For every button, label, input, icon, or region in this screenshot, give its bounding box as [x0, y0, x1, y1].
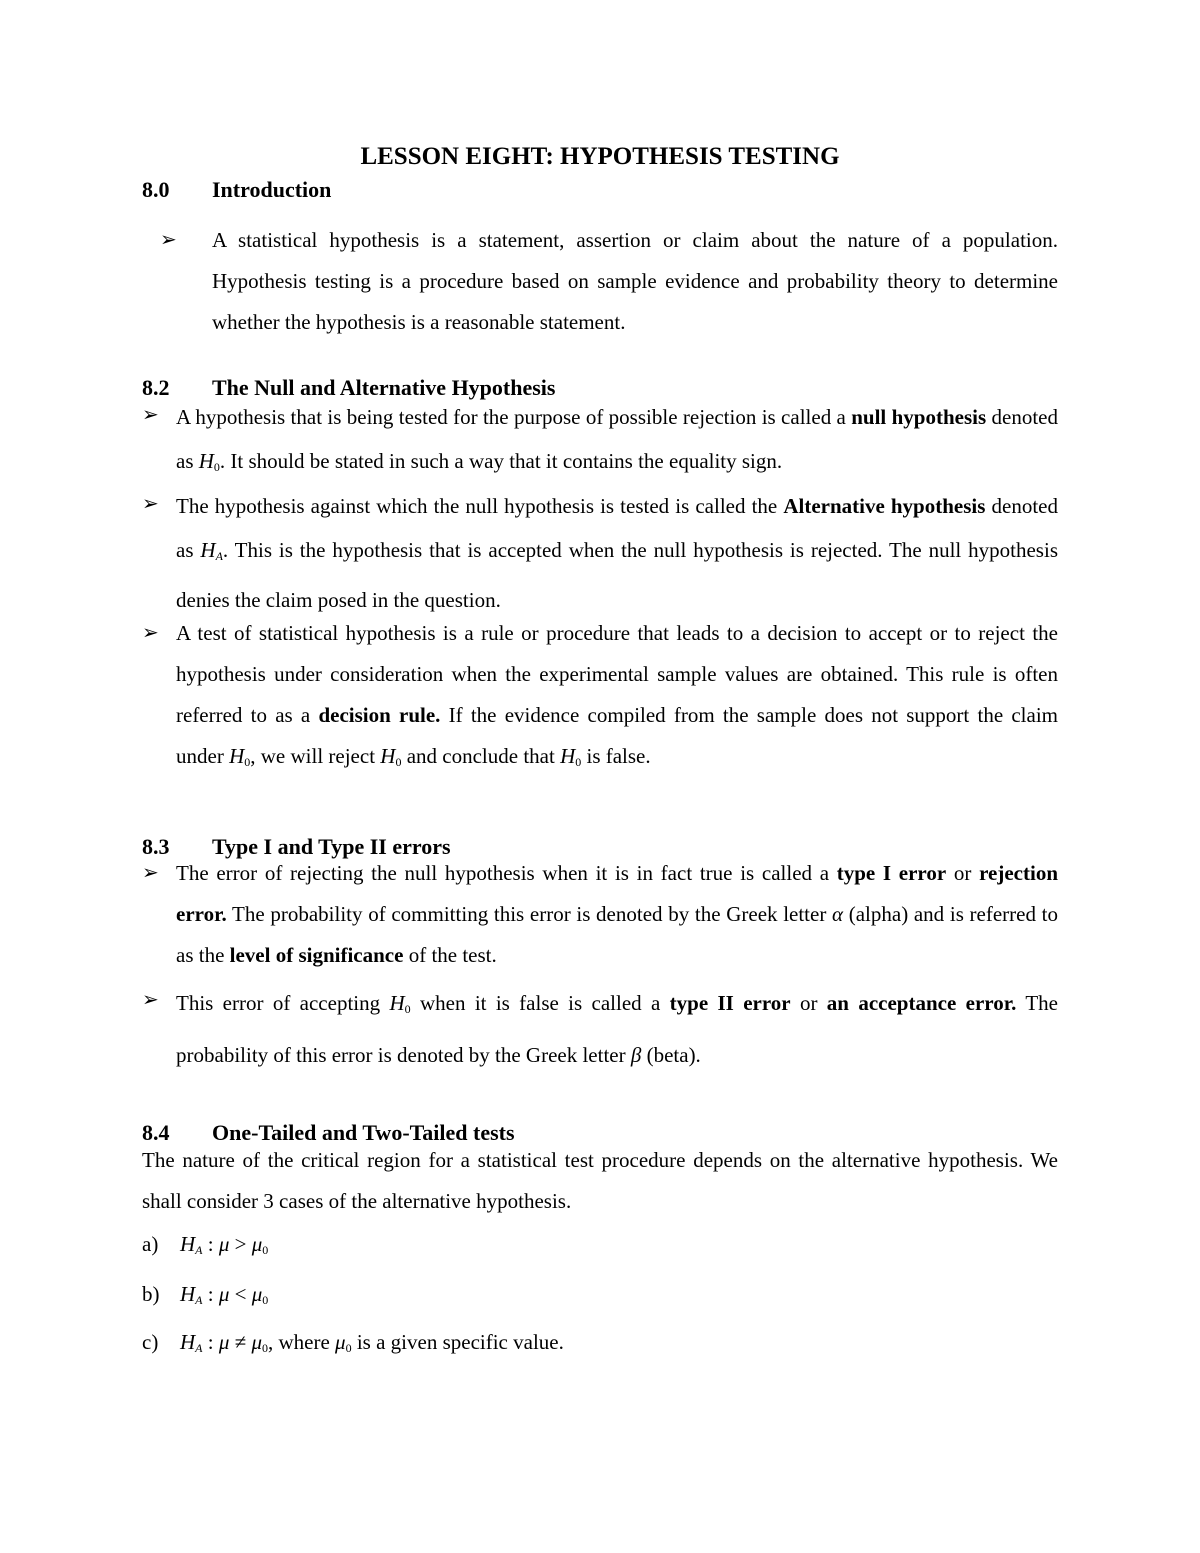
- text-span: is a given specific value.: [351, 1330, 564, 1354]
- null-hypothesis-bullet: [176, 395, 1058, 489]
- h0-symbol: $H_0$: [380, 744, 402, 769]
- type-two-error-bullet: [176, 980, 1058, 1078]
- arrow-bullet-icon: ➢: [142, 989, 159, 1011]
- acceptance-error-term: an acceptance error.: [826, 991, 1017, 1015]
- text-span: of the test.: [403, 943, 497, 967]
- text-span: denoted as: [176, 494, 1058, 562]
- section-number: 8.2: [142, 375, 170, 400]
- h0-symbol: $H_0$: [198, 449, 220, 474]
- type-two-error-term: type II error: [669, 991, 791, 1015]
- text-span: The probability of committing this error is denoted by the Greek letter: [226, 902, 833, 926]
- text-span: or: [790, 991, 827, 1015]
- h0-symbol: $H_0$: [229, 744, 251, 769]
- colon: :: [202, 1282, 219, 1306]
- h0-symbol: $H_0$: [389, 991, 411, 1016]
- text-span: when it is false is called a: [410, 991, 670, 1015]
- case-label: b): [142, 1282, 160, 1306]
- mu-symbol: μ: [218, 1232, 230, 1256]
- alpha-symbol: α: [832, 902, 844, 926]
- section-title: The Null and Alternative Hypothesis: [212, 375, 556, 400]
- ha-symbol: $H_A$: [180, 1282, 203, 1307]
- text-span: A hypothesis that is being tested for the purpose of possible rejection is called a: [176, 405, 852, 429]
- text-span: The error of rejecting the null hypothesis when it is in fact true is called a: [176, 861, 837, 885]
- arrow-bullet-icon: ➢: [142, 622, 159, 644]
- text-span: This error of accepting: [176, 991, 390, 1015]
- case-b: [142, 1279, 268, 1315]
- mu0-symbol: $\mu_0$: [251, 1232, 269, 1257]
- arrow-bullet-icon: ➢: [160, 229, 177, 251]
- colon: :: [202, 1330, 219, 1354]
- text-span: A test of statistical hypothesis is a rule or procedure that leads to a decision to accept or to reject the hypothesis under consideration when the experimental sample values are obtained. This rule is often referred to as a: [176, 621, 1058, 727]
- text-span: is false.: [581, 744, 651, 768]
- section-title: One-Tailed and Two-Tailed tests: [212, 1120, 515, 1145]
- beta-symbol: β: [630, 1043, 642, 1067]
- ha-symbol: $H_A$: [200, 538, 223, 563]
- page-title: LESSON EIGHT: HYPOTHESIS TESTING: [360, 143, 840, 170]
- text-span: , we will reject: [250, 744, 381, 768]
- mu0-symbol: $\mu_0$: [251, 1282, 269, 1307]
- section-number: 8.4: [142, 1120, 170, 1145]
- null-hypothesis-term: null hypothesis: [851, 405, 987, 429]
- operator: ≠: [234, 1330, 247, 1354]
- rejection-error-term: rejection error.: [176, 861, 1058, 926]
- alternative-hypothesis-term: Alternative hypothesis: [783, 494, 986, 518]
- operator: <: [234, 1282, 247, 1306]
- alternative-hypothesis-bullet: [176, 484, 1058, 622]
- h0-symbol: $H_0$: [560, 744, 582, 769]
- type-one-error-term: type I error: [836, 861, 947, 885]
- case-label: a): [142, 1232, 159, 1256]
- arrow-bullet-icon: ➢: [142, 404, 159, 426]
- type-one-error-bullet: [176, 853, 1058, 976]
- decision-rule-term: decision rule.: [318, 703, 441, 727]
- significance-term: level of significance: [229, 943, 404, 967]
- mu0-symbol: $\mu_0$: [335, 1330, 352, 1355]
- decision-rule-bullet: [176, 613, 1058, 783]
- text-span: (alpha) and is referred to as the: [176, 902, 1058, 967]
- text-span: and conclude that: [401, 744, 561, 768]
- ha-symbol: $H_A$: [180, 1330, 203, 1355]
- text-span: or: [946, 861, 980, 885]
- arrow-bullet-icon: ➢: [142, 493, 159, 515]
- mu0-symbol: $\mu_0$: [251, 1330, 268, 1355]
- text-span: denoted as: [176, 405, 1058, 473]
- arrow-bullet-icon: ➢: [142, 862, 159, 884]
- text-span: The hypothesis against which the null hypothesis is tested is called the: [176, 494, 784, 518]
- case-c: [142, 1327, 564, 1363]
- tails-intro-paragraph: The nature of the critical region for a statistical test procedure depends on the alternative hypothesis. We shall consider 3 cases of the alternative hypothesis.: [142, 1148, 1058, 1213]
- text-span: . It should be stated in such a way that it contains the equality sign.: [219, 449, 783, 473]
- mu-symbol: μ: [218, 1282, 230, 1306]
- section-number: 8.3: [142, 834, 170, 859]
- colon: :: [202, 1232, 219, 1256]
- section-title: Introduction: [212, 177, 332, 202]
- case-a: [142, 1229, 268, 1265]
- text-span: The probability of this error is denoted by the Greek letter: [176, 991, 1058, 1067]
- text-span: . This is the hypothesis that is accepted when the null hypothesis is rejected. The null hypothesis denies the claim posed in the question.: [176, 538, 1058, 612]
- intro-bullet-text: A statistical hypothesis is a statement, assertion or claim about the nature of a population. Hypothesis testing is a procedure based on sample evidence and probability theory to determine whether the hypothesis is a reasonable statement.: [212, 228, 1058, 334]
- operator: >: [234, 1232, 247, 1256]
- case-label: c): [142, 1330, 159, 1354]
- ha-symbol: $H_A$: [180, 1232, 203, 1257]
- text-span: If the evidence compiled from the sample does not support the claim under: [176, 703, 1058, 768]
- text-span: (beta).: [641, 1043, 701, 1067]
- section-number: 8.0: [142, 177, 170, 202]
- section-title: Type I and Type II errors: [212, 834, 451, 859]
- mu-symbol: μ: [218, 1330, 230, 1354]
- text-span: , where: [267, 1330, 336, 1354]
- section-heading-intro: [142, 176, 331, 204]
